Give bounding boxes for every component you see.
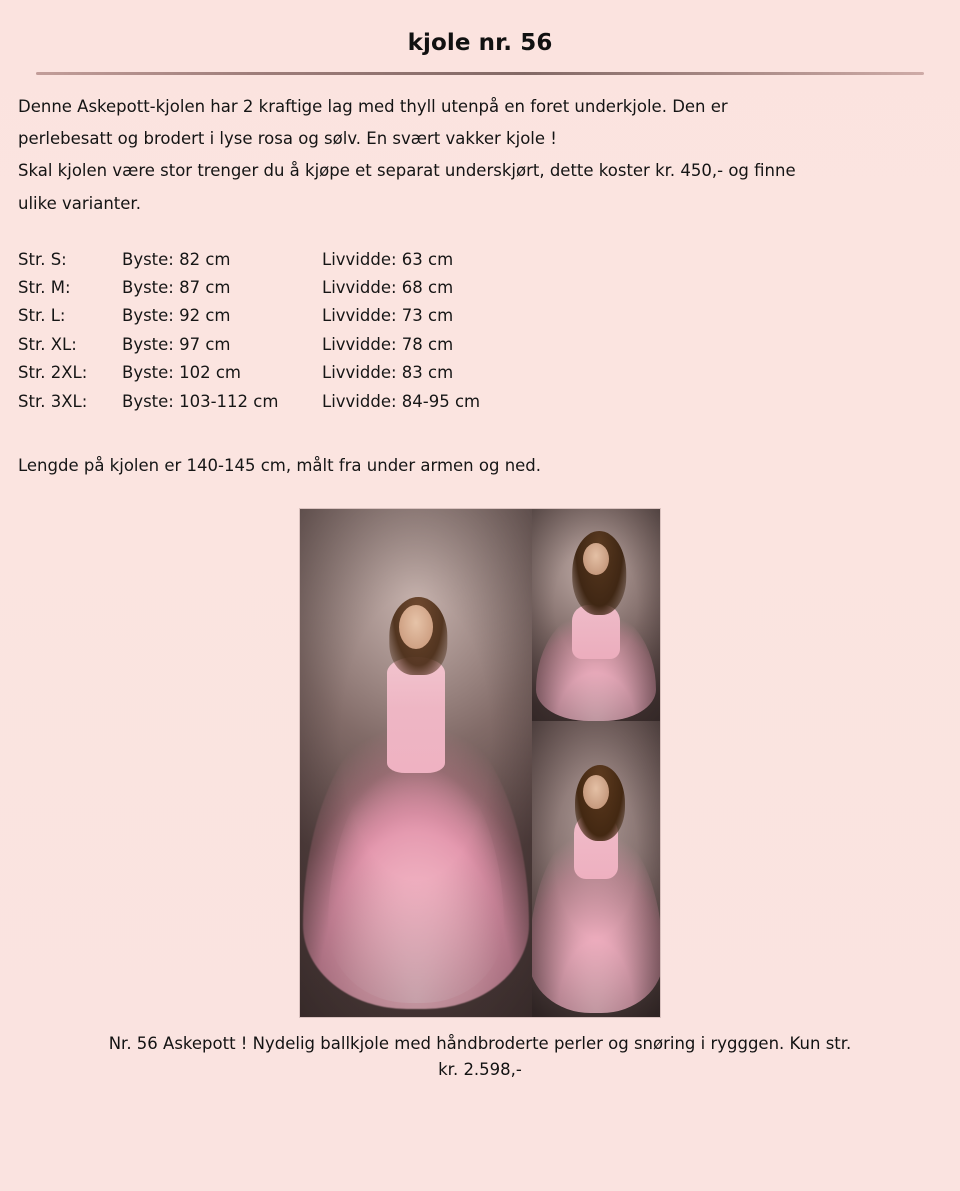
waist-value: Livvidde: 83 cm: [322, 363, 454, 383]
intro-line-4: ulike varianter.: [18, 193, 141, 213]
table-row: [18, 274, 480, 302]
intro-line-1: Denne Askepott-kjolen har 2 kraftige lag med thyll utenpå en foret underkjole. Den er: [18, 97, 728, 116]
waist-value: Livvidde: 78 cm: [322, 334, 454, 354]
title-divider: [36, 72, 924, 75]
table-row: [18, 331, 480, 359]
bust-value: Byste: 87 cm: [122, 278, 231, 298]
waist-value: Livvidde: 84-95 cm: [322, 391, 481, 411]
table-row: [18, 302, 480, 330]
table-row: [18, 388, 480, 416]
bust-value: Byste: 102 cm: [122, 363, 241, 383]
size-label: Str. S:: [18, 249, 67, 269]
photo-detail-view: [532, 509, 660, 721]
page-title: kjole nr. 56: [407, 30, 553, 56]
bust-value: Byste: 92 cm: [122, 306, 231, 326]
waist-value: Livvidde: 73 cm: [322, 306, 454, 326]
bust-value: Byste: 103-112 cm: [122, 391, 279, 411]
waist-value: Livvidde: 68 cm: [322, 278, 454, 298]
intro-line-2: perlebesatt og brodert i lyse rosa og sølv. En svært vakker kjole !: [18, 129, 557, 149]
length-note: Lengde på kjolen er 140-145 cm, målt fra under armen og ned.: [18, 455, 542, 475]
table-row: [18, 359, 480, 387]
size-label: Str. L:: [18, 306, 66, 326]
photo-front-view: [300, 509, 532, 1017]
intro-line-3: Skal kjolen være stor trenger du å kjøpe et separat underskjørt, dette koster kr. 450,- og finne: [18, 161, 796, 181]
bust-value: Byste: 97 cm: [122, 334, 231, 354]
model-head-shape: [399, 605, 433, 649]
product-photo: [300, 509, 660, 1017]
photo-caption: [0, 1031, 960, 1084]
intro-paragraph: [0, 91, 960, 220]
caption-line-1: Nr. 56 Askepott ! Nydelig ballkjole med håndbroderte perler og snøring i rygggen. Kun str.: [108, 1033, 852, 1053]
spacer-above-table: [0, 220, 960, 246]
model-head-shape: [583, 543, 609, 575]
model-head-shape: [583, 775, 609, 809]
size-label: Str. XL:: [18, 334, 77, 354]
size-label: Str. M:: [18, 278, 71, 298]
spacer-below-table: [0, 416, 960, 456]
bust-value: Byste: 82 cm: [122, 249, 231, 269]
waist-value: Livvidde: 63 cm: [322, 249, 454, 269]
caption-price: kr. 2.598,-: [438, 1060, 522, 1080]
size-label: Str. 3XL:: [18, 391, 88, 411]
photo-back-view: [532, 721, 660, 1017]
size-table: [18, 246, 480, 416]
size-label: Str. 2XL:: [18, 363, 88, 383]
table-row: [18, 246, 480, 274]
